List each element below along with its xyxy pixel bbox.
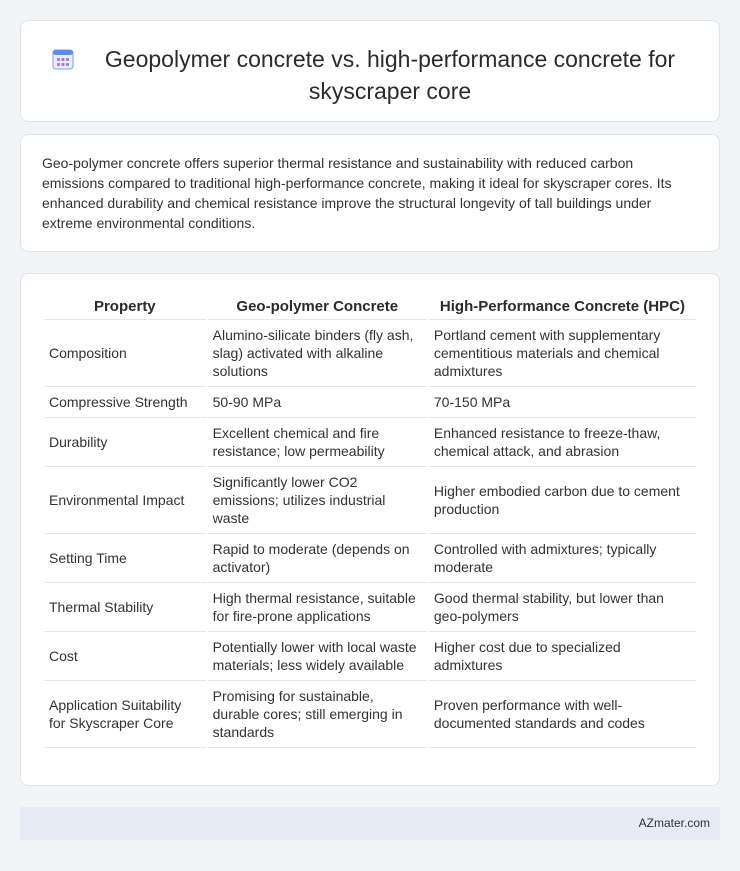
row-property: Compressive Strength	[44, 387, 206, 418]
row-geopolymer: 50-90 MPa	[208, 387, 427, 418]
row-hpc: 70-150 MPa	[429, 387, 696, 418]
row-hpc: Portland cement with supplementary cementitious materials and chemical admixtures	[429, 320, 696, 387]
row-hpc: Proven performance with well-documented standards and codes	[429, 681, 696, 748]
table-row	[44, 387, 696, 418]
row-geopolymer: Alumino-silicate binders (fly ash, slag) activated with alkaline solutions	[208, 320, 427, 387]
table-row	[44, 320, 696, 387]
row-geopolymer: Promising for sustainable, durable cores; still emerging in standards	[208, 681, 427, 748]
row-geopolymer: Excellent chemical and fire resistance; low permeability	[208, 418, 427, 467]
title-card	[20, 20, 720, 122]
row-geopolymer: Rapid to moderate (depends on activator)	[208, 534, 427, 583]
table-row	[44, 632, 696, 681]
table-row	[44, 534, 696, 583]
row-geopolymer: High thermal resistance, suitable for fire-prone applications	[208, 583, 427, 632]
table-row	[44, 467, 696, 534]
header-hpc: High-Performance Concrete (HPC)	[429, 295, 696, 320]
page-title: Geopolymer concrete vs. high-performance concrete for skyscraper core	[104, 46, 676, 104]
table-row	[44, 418, 696, 467]
row-hpc: Higher cost due to specialized admixtures	[429, 632, 696, 681]
summary-card	[20, 134, 720, 252]
row-geopolymer: Significantly lower CO2 emissions; utilizes industrial waste	[208, 467, 427, 534]
table-card	[20, 273, 720, 786]
row-property: Durability	[44, 418, 206, 467]
row-hpc: Controlled with admixtures; typically moderate	[429, 534, 696, 583]
table-row	[44, 681, 696, 748]
header-geopolymer: Geo-polymer Concrete	[208, 295, 427, 320]
table-header-row	[44, 295, 696, 320]
summary-text: Geo-polymer concrete offers superior thermal resistance and sustainability with reduced carbon emissions compared to traditional high-performance concrete, making it ideal for skyscraper cores. Its enhanced durability and chemical resistance improve the structural longevity of tall buildings under extreme environmental conditions.	[42, 155, 672, 231]
comparison-table	[42, 295, 698, 748]
row-property: Composition	[44, 320, 206, 387]
row-hpc: Enhanced resistance to freeze-thaw, chemical attack, and abrasion	[429, 418, 696, 467]
header-property: Property	[44, 295, 206, 320]
row-property: Cost	[44, 632, 206, 681]
row-geopolymer: Potentially lower with local waste materials; less widely available	[208, 632, 427, 681]
row-property: Setting Time	[44, 534, 206, 583]
row-property: Thermal Stability	[44, 583, 206, 632]
row-hpc: Good thermal stability, but lower than geo-polymers	[429, 583, 696, 632]
footer-source: AZmater.com	[638, 816, 710, 830]
row-property: Application Suitability for Skyscraper Core	[44, 681, 206, 748]
table-row	[44, 583, 696, 632]
row-hpc: Higher embodied carbon due to cement production	[429, 467, 696, 534]
row-property: Environmental Impact	[44, 467, 206, 534]
footer	[20, 807, 720, 840]
